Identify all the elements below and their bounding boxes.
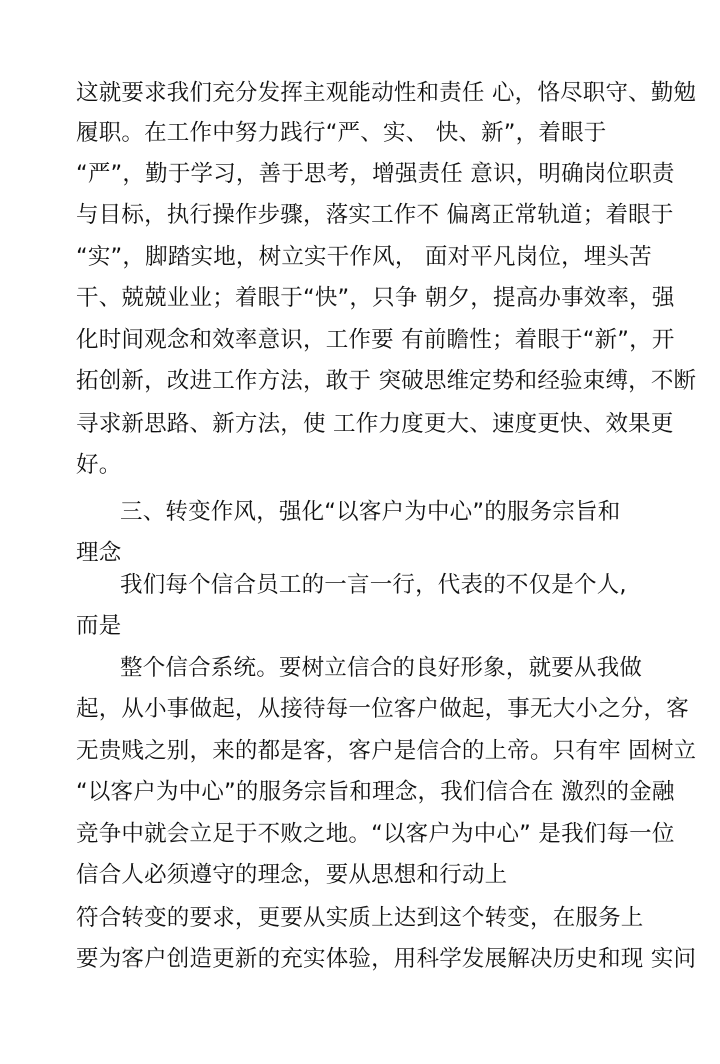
body-line-2: 履职。在工作中努力践行“严、实、 快、新”，着眼于 (76, 120, 607, 146)
body-line-3: “严”，勤于学习，善于思考，增强责任 意识，明确岗位职责 (76, 161, 675, 187)
body-line-15: 无贵贱之别，来的都是客，客户是信合的上帝。只有牢 固树立 (76, 738, 697, 764)
body-line-10: 好。 (76, 452, 122, 478)
body-line-14: 起，从小事做起，从接待每一位客户做起，事无大小之分，客 (76, 696, 689, 722)
body-line-13: 整个信合系统。要树立信合的良好形象，就要从我做 (120, 655, 643, 681)
body-line-11: 我们每个信合员工的一言一行，代表的不仅是个人, (120, 572, 627, 598)
body-line-9: 寻求新思路、新方法，使 工作力度更大、速度更快、效果更 (76, 411, 674, 437)
body-line-20: 要为客户创造更新的充实体验，用科学发展解决历史和现 实问 (76, 946, 697, 972)
body-line-1: 这就要求我们充分发挥主观能动性和责任 心，恪尽职守、勤勉 (76, 80, 697, 106)
body-line-16: “以客户为中心”的服务宗旨和理念，我们信合在 激烈的金融 (76, 779, 675, 805)
body-line-5: “实”，脚踏实地，树立实干作风， 面对平凡岗位，埋头苦 (76, 244, 652, 270)
body-line-4: 与目标，执行操作步骤，落实工作不 偏离正常轨道；着眼于 (76, 202, 674, 228)
body-line-8: 拓创新，改进工作方法，敢于 突破思维定势和经验束缚，不断 (76, 368, 697, 394)
body-line-12: 而是 (76, 613, 122, 639)
body-line-18: 信合人必须遵守的理念，要从思想和行动上 (76, 862, 508, 888)
body-line-6: 干、兢兢业业；着眼于“快”，只争 朝夕，提高办事效率，强 (76, 285, 675, 311)
body-line-19: 符合转变的要求，更要从实质上达到这个转变，在服务上 (76, 905, 644, 931)
section-heading-line-1: 三、转变作风，强化“以客户为中心”的服务宗旨和 (120, 499, 621, 525)
section-heading-line-2: 理念 (76, 540, 122, 566)
body-line-17: 竞争中就会立足于不败之地。“以客户为中心” 是我们每一位 (76, 821, 675, 847)
body-line-7: 化时间观念和效率意识，工作要 有前瞻性；着眼于“新”，开 (76, 327, 675, 353)
